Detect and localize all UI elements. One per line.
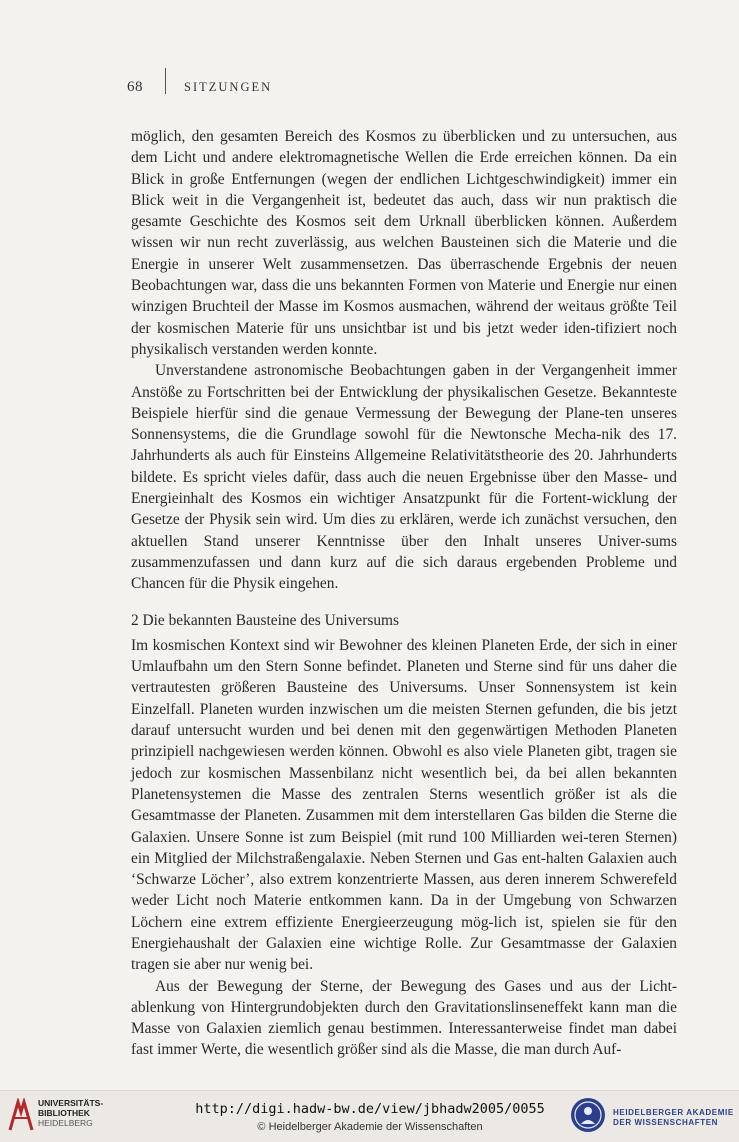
ub-emblem-icon bbox=[8, 1098, 34, 1137]
paragraph: möglich, den gesamten Bereich des Kosmos zu überblicken und zu untersuchen, aus dem Licht und andere elektromagnetische Wellen die Erde erreichen können. Da ein Blick in große Entfernungen (wegen der endlichen Lichtgeschwindigkeit) immer ein Blick weit in die Vergangenheit ist, bedeutet das auch, dass wir nun praktisch die gesamte Geschichte des Kosmos seit dem Urknall überblicken können. Außerdem wissen wir nun recht zuverlässig, aus welchen Bausteinen sich die Materie und die Energie in unserer Welt zusammensetzen. Das überraschende Ergebnis der neuen Beobachtungen war, dass die uns bekannten Formen von Materie und Energie nur einen winzigen Bruchteil der Masse im Kosmos ausmachen, während der weitaus größte Teil der kosmischen Materie für uns unsichtbar ist und bis jetzt weder iden-tifiziert noch physikalisch verstanden werden konnte. bbox=[131, 128, 677, 358]
paragraph: Im kosmischen Kontext sind wir Bewohner des kleinen Planeten Erde, der sich in einer Umlaufbahn um den Stern Sonne befindet. Planeten und Sterne sind für uns daher die vertrautesten größeren Bausteine des Universums. Unser Sonnensystem ist kein Einzelfall. Planeten wurden inzwischen um die meisten Sternen gefunden, die bis jetzt darauf untersucht wurden und bei denen mit den gegenwärtigen Methoden Planeten prinzipiell nachgewiesen werden können. Obwohl es also viele Planeten gibt, tragen sie jedoch zur kosmischen Massenbilanz nicht wesentlich bei, da bei allen bekannten Planetensystemen die Masse des zentralen Sterns wesentlich größer ist als die Gesamtmasse der Planeten. Zusammen mit dem interstellaren Gas bilden die Sterne die Galaxien. Unsere Sonne ist zum Beispiel (mit rund 100 Milliarden wei-teren Sternen) ein Mitglied der Milchstraßengalaxie. Neben Sternen und Gas ent-halten Galaxien auch ‘Schwarze Löcher’, also extrem konzentrierte Massen, aus deren innerem Schwerefeld weder Licht noch Materie entkommen kann. Da in der Umgebung von Schwarzen Löchern eine extrem effiziente Energieerzeugung mög-lich ist, spielen sie für den Energiehaushalt der Galaxien eine wichtige Rolle. Zur Gesamtmasse der Galaxien tragen sie aber nur wenig bei. bbox=[131, 636, 677, 974]
paragraph: Unverstandene astronomische Beobachtungen gaben in der Vergangenheit immer Anstöße zu Fortschritten bei der Entwicklung der physikalischen Gesetze. Bekannteste Beispiele hierfür sind die genaue Vermessung der Bewegung der Plane-ten unseres Sonnensystems, die die Grundlage sowohl für die Newtonsche Mecha-nik des 17. Jahrhunderts als auch für Einsteins Allgemeine Relativitätstheorie des 20. Jahrhunderts bildete. Es spricht vieles dafür, dass auch die neuen Ergebnisse über den Masse- und Energieinhalt des Kosmos ein wichtiger Ansatzpunkt für die Fortent-wicklung der Gesetze der Physik sein wird. Um dies zu erklären, werde ich zunächst versuchen, den aktuellen Stand unserer Kenntnisse über den Inhalt unseres Univer-sums zusammenzufassen und dann kurz auf die sich daraus ergebenden Probleme und Chancen für die Physik eingehen. bbox=[131, 362, 677, 593]
copyright-notice: © Heidelberger Akademie der Wissenschaften bbox=[257, 1121, 483, 1133]
running-header bbox=[127, 76, 272, 98]
header-divider bbox=[165, 68, 166, 94]
running-head-title: SITZUNGEN bbox=[184, 79, 273, 94]
academy-seal-icon bbox=[569, 1096, 607, 1139]
viewer-footer bbox=[0, 1090, 739, 1142]
section-heading: 2 Die bekannten Bausteine des Universums bbox=[131, 611, 399, 629]
citation-block bbox=[160, 1101, 580, 1133]
academy-logo[interactable] bbox=[569, 1096, 734, 1139]
university-library-logo[interactable] bbox=[8, 1098, 103, 1137]
academy-name-line2: DER WISSENSCHAFTEN bbox=[613, 1117, 719, 1127]
page-number: 68 bbox=[127, 78, 143, 95]
ub-name-line1: UNIVERSITÄTS- bbox=[38, 1098, 104, 1108]
body-text bbox=[131, 126, 677, 1061]
ub-name-line3: HEIDELBERG bbox=[38, 1118, 93, 1128]
academy-name-line1: HEIDELBERGER AKADEMIE bbox=[613, 1107, 734, 1117]
paragraph: Aus der Bewegung der Sterne, der Bewegung des Gases und aus der Licht-ablenkung von Hintergrundobjekten durch den Gravitationslinseneffekt kann man die Masse von Galaxien ziemlich genau bestimmen. Interessanterweise findet man dabei fast immer Werte, die wesentlich größer sind als die Masse, die man durch Auf- bbox=[131, 977, 677, 1059]
permalink-url[interactable]: http://digi.hadw-bw.de/view/jbhadw2005/0055 bbox=[195, 1101, 545, 1117]
ub-name-line2: BIBLIOTHEK bbox=[38, 1108, 90, 1118]
